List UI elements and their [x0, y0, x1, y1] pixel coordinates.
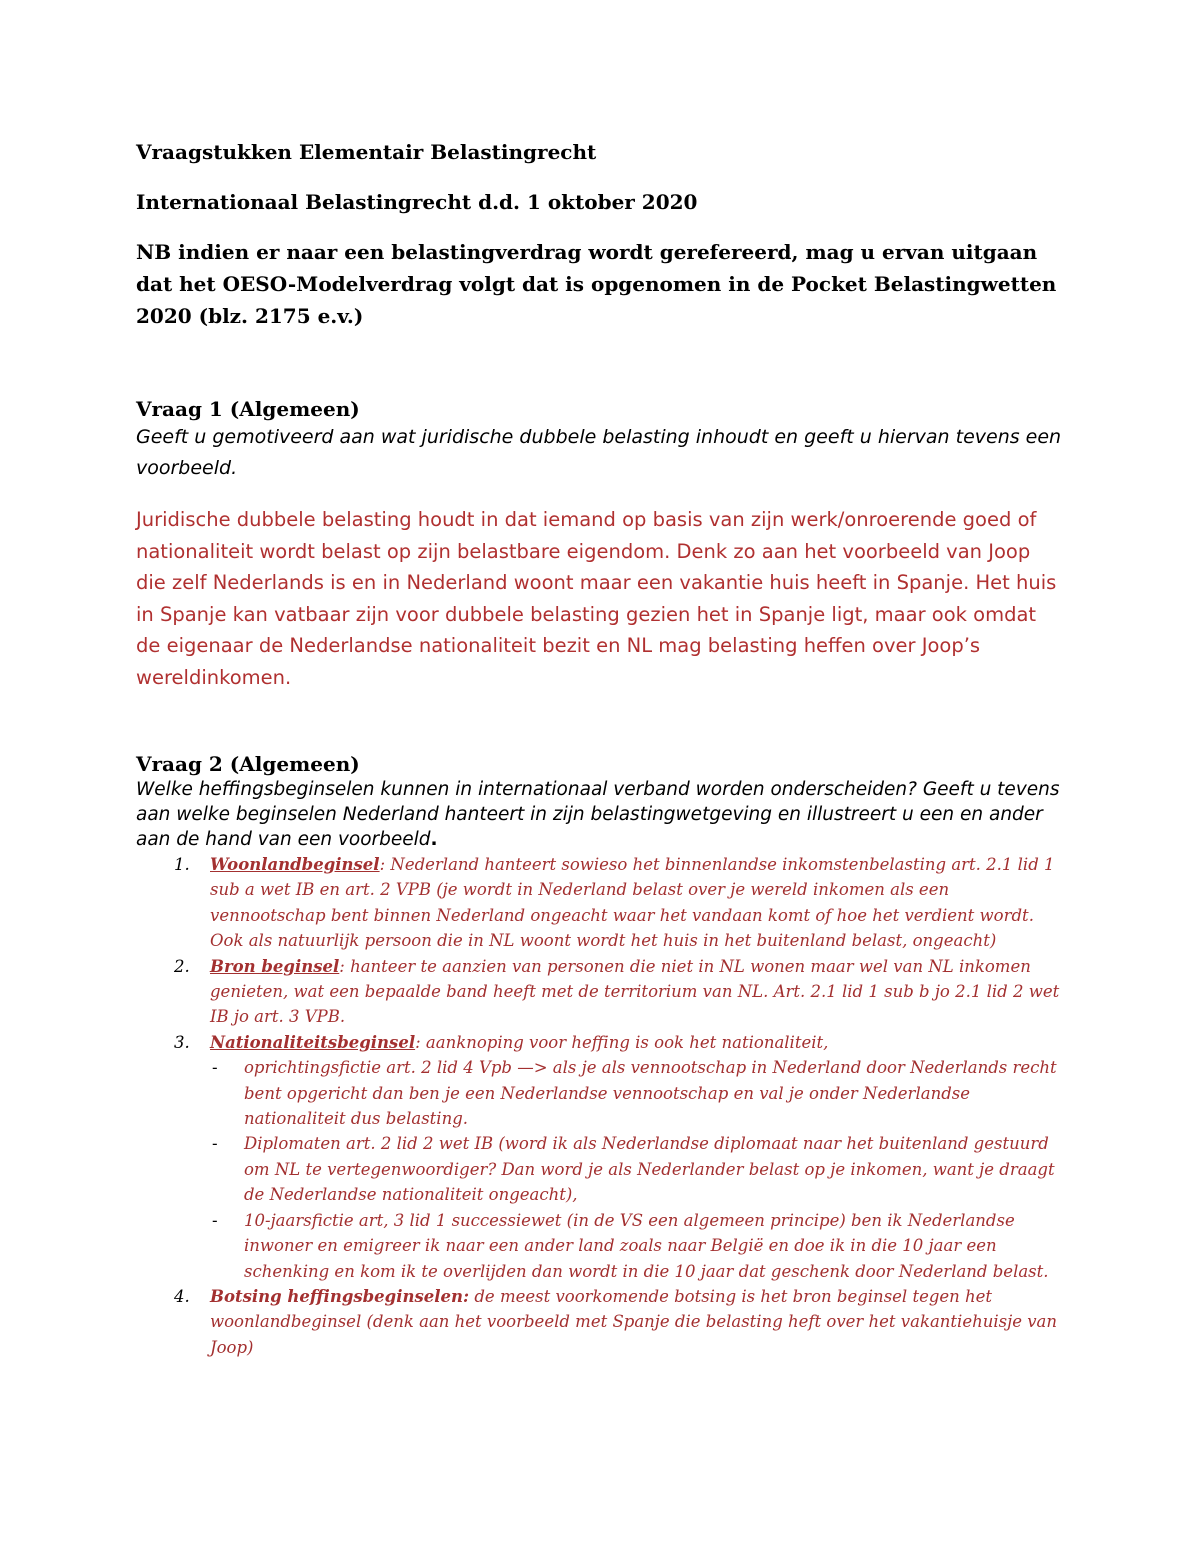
- question-2-end: .: [430, 829, 438, 850]
- answer-1-text: Juridische dubbele belasting houdt in dat iemand op basis van zijn werk/onroerende goed of nationaliteit wordt belast op zijn belastbare eigendom. Denk zo aan het voorbeeld van Joop die zelf Nederlands is en in Nederland woont maar een vakantie huis heeft in Spanje. Het huis in Spanje kan vatbaar zijn voor dubbele belasting gezien het in Spanje ligt, maar ook omdat de eigenaar de Nederlandse nationaliteit bezit en NL mag belasting heffen over Joop’s wereldinkomen.: [136, 508, 1057, 689]
- principle-text: : Nederland hanteert sowieso het binnenlandse inkomstenbelasting art. 2.1 lid 1 sub a wet IB en art. 2 VPB (je wordt in Nederland belast over je wereld inkomen als een vennootschap bent binnen Nederland ongeacht waar het vandaan komt of hoe het verdient wordt. Ook als natuurlijk persoon die in NL woont wordt het huis in het buitenland belast, ongeacht): [210, 855, 1055, 951]
- principle-text: : aanknoping voor heffing is ook het nationaliteit,: [415, 1032, 829, 1052]
- question-2-heading: Vraag 2 (Algemeen): [136, 752, 360, 776]
- question-1-text: Geeft u gemotiveerd aan wat juridische dubbele belasting inhoudt en geeft u hiervan tevens een voorbeeld.: [136, 426, 1062, 479]
- list-item: [174, 1030, 1066, 1284]
- principle-label: Bron beginsel: [210, 956, 340, 976]
- sub-item-text: Diplomaten art. 2 lid 2 wet IB (word ik als Nederlandse diplomaat naar het buitenland gestuurd om NL te vertegenwoordiger? Dan word je als Nederlander belast op je inkomen, want je draagt de Nederlandse nationaliteit ongeacht),: [244, 1134, 1055, 1205]
- principles-list: [136, 852, 1066, 1360]
- dash-bullet: -: [212, 1210, 218, 1230]
- question-2-body: Welke heffingsbeginselen kunnen in internationaal verband worden onderscheiden? Geeft u tevens aan welke beginselen Nederland hanteert in zijn belastingwetgeving en illustreert u een en ander aan de hand van een voorbeeld: [136, 779, 1060, 850]
- sub-item-text: 10-jaarsfictie art, 3 lid 1 successiewet (in de VS een algemeen principe) ben ik Nederlandse inwoner en emigreer ik naar een ander land zoals naar België en doe ik in die 10 jaar een schenking en kom ik te overlijden dan wordt in die 10 jaar dat geschenk door Nederland belast.: [244, 1210, 1049, 1281]
- reference-note: NB indien er naar een belastingverdrag wordt gerefereerd, mag u ervan uitgaan dat het OESO-Modelverdrag volgt dat is opgenomen in de Pocket Belastingwetten 2020 (blz. 2175 e.v.): [136, 240, 1057, 328]
- principle-label: Botsing heffingsbeginselen:: [210, 1286, 470, 1306]
- principle-text: de meest voorkomende botsing is het bron beginsel tegen het woonlandbeginsel (denk aan het voorbeeld met Spanje die belasting heft over het vakantiehuisje van Joop): [210, 1286, 1058, 1357]
- sub-list-item: [212, 1208, 1066, 1284]
- principle-label: Woonlandbeginsel: [210, 855, 380, 874]
- document-subtitle: Internationaal Belastingrecht d.d. 1 oktober 2020: [136, 190, 698, 214]
- list-number: 2.: [174, 956, 190, 976]
- dash-bullet: -: [212, 1134, 218, 1154]
- principle-label: Nationaliteitsbeginsel: [210, 1032, 416, 1052]
- list-item: [174, 954, 1066, 1030]
- list-item: [174, 1284, 1066, 1360]
- list-item: [174, 852, 1066, 954]
- sub-list-item: [212, 1131, 1066, 1207]
- sub-list-item: [212, 1055, 1066, 1131]
- question-1-heading: Vraag 1 (Algemeen): [136, 397, 360, 421]
- document-page: [136, 138, 1066, 1360]
- document-title: Vraagstukken Elementair Belastingrecht: [136, 140, 597, 164]
- question-2-text: [136, 777, 1066, 852]
- list-number: 1.: [174, 855, 190, 874]
- sub-item-text: oprichtingsfictie art. 2 lid 4 Vpb —> als je als vennootschap in Nederland door Nederlands recht bent opgericht dan ben je een Nederlandse vennootschap en val je onder Nederlandse nationaliteit dus belasting.: [244, 1058, 1057, 1129]
- list-number: 4.: [174, 1286, 190, 1306]
- sub-list: [210, 1055, 1066, 1284]
- principle-text: : hanteer te aanzien van personen die niet in NL wonen maar wel van NL inkomen genieten, wat een bepaalde band heeft met de territorium van NL. Art. 2.1 lid 1 sub b jo 2.1 lid 2 wet IB jo art. 3 VPB.: [210, 956, 1060, 1027]
- list-number: 3.: [174, 1032, 190, 1052]
- dash-bullet: -: [212, 1058, 218, 1078]
